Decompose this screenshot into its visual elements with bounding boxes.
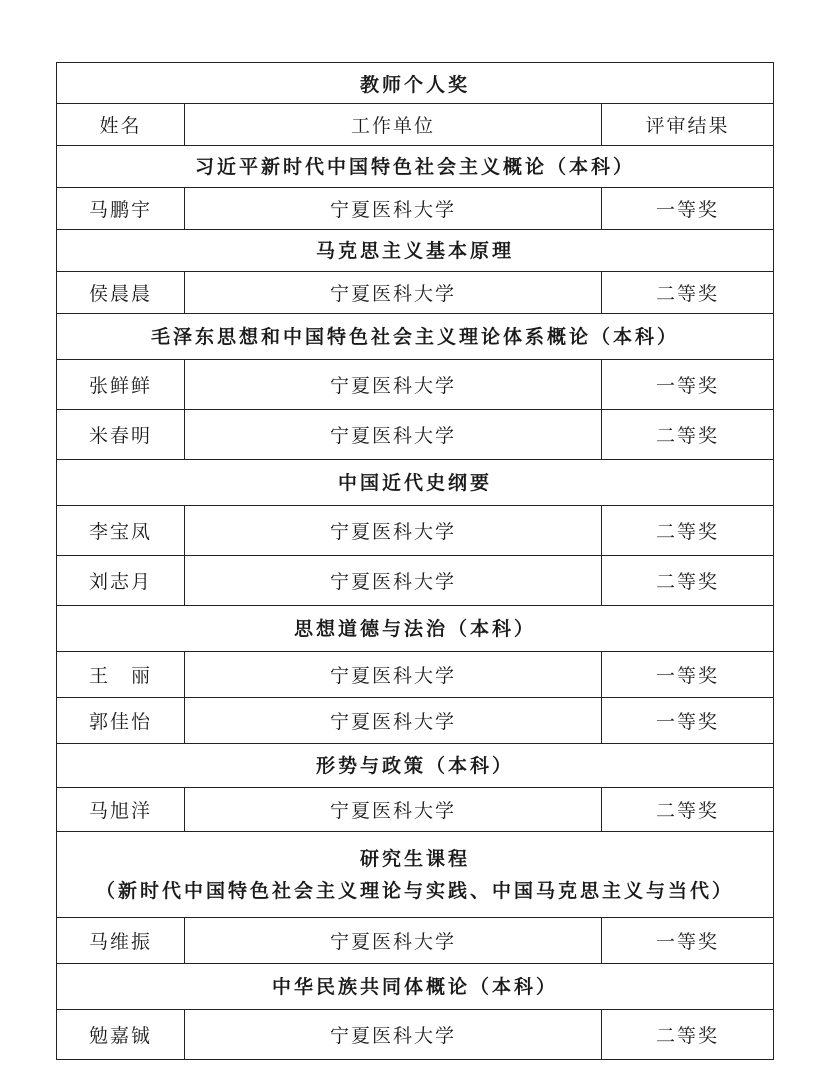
table-row [57,698,774,744]
cell-unit: 宁夏医科大学 [185,1010,602,1060]
cell-name: 李宝凤 [57,506,185,556]
category-row [57,314,774,360]
cell-result: 一等奖 [602,652,774,698]
table-row [57,652,774,698]
category-title-line: 中华民族共同体概论（本科） [272,975,559,998]
table-row [57,360,774,410]
category-title [57,964,774,1010]
cell-result: 二等奖 [602,506,774,556]
cell-result: 二等奖 [602,1010,774,1060]
table-row [57,272,774,314]
category-row [57,460,774,506]
cell-name: 刘志月 [57,556,185,606]
table-title: 教师个人奖 [57,63,774,104]
cell-unit: 宁夏医科大学 [185,410,602,460]
header-row [57,104,774,146]
cell-name: 郭佳怡 [57,698,185,744]
category-title [57,744,774,788]
cell-result: 一等奖 [602,918,774,964]
category-title-line: 形势与政策（本科） [316,754,515,777]
cell-name: 马鹏宇 [57,188,185,230]
category-row [57,744,774,788]
category-title [57,832,774,918]
cell-result: 二等奖 [602,788,774,832]
category-title-line: 毛泽东思想和中国特色社会主义理论体系概论（本科） [151,325,680,348]
cell-unit: 宁夏医科大学 [185,652,602,698]
table-row [57,788,774,832]
category-title-line: 思想道德与法治（本科） [294,617,537,640]
header-result: 评审结果 [602,104,774,146]
cell-result: 二等奖 [602,556,774,606]
cell-unit: 宁夏医科大学 [185,788,602,832]
category-title-line: 习近平新时代中国特色社会主义概论（本科） [195,155,636,178]
cell-unit: 宁夏医科大学 [185,506,602,556]
cell-result: 一等奖 [602,188,774,230]
table-row [57,188,774,230]
category-title [57,314,774,360]
cell-unit: 宁夏医科大学 [185,360,602,410]
cell-name: 勉嘉铖 [57,1010,185,1060]
award-table-body [57,63,774,1060]
category-title [57,230,774,272]
cell-name: 米春明 [57,410,185,460]
category-row [57,146,774,188]
cell-unit: 宁夏医科大学 [185,918,602,964]
cell-result: 二等奖 [602,410,774,460]
cell-name: 王 丽 [57,652,185,698]
cell-name: 马旭洋 [57,788,185,832]
cell-result: 二等奖 [602,272,774,314]
category-title-line: 研究生课程 [360,847,471,870]
table-row [57,1010,774,1060]
cell-name: 马维振 [57,918,185,964]
category-row [57,832,774,918]
table-row [57,556,774,606]
category-row [57,230,774,272]
cell-unit: 宁夏医科大学 [185,188,602,230]
cell-result: 一等奖 [602,698,774,744]
category-title [57,146,774,188]
cell-unit: 宁夏医科大学 [185,272,602,314]
cell-name: 侯晨晨 [57,272,185,314]
category-row [57,964,774,1010]
category-row [57,606,774,652]
table-row [57,918,774,964]
table-row [57,506,774,556]
category-title-line: 马克思主义基本原理 [316,239,515,262]
cell-result: 一等奖 [602,360,774,410]
category-title-line: 中国近代史纲要 [338,471,493,494]
header-unit: 工作单位 [185,104,602,146]
cell-unit: 宁夏医科大学 [185,698,602,744]
cell-name: 张鲜鲜 [57,360,185,410]
header-name: 姓名 [57,104,185,146]
category-title [57,606,774,652]
category-title-line: （新时代中国特色社会主义理论与实践、中国马克思主义与当代） [96,879,735,902]
title-row [57,63,774,104]
cell-unit: 宁夏医科大学 [185,556,602,606]
category-title [57,460,774,506]
award-table [56,62,774,1060]
table-row [57,410,774,460]
